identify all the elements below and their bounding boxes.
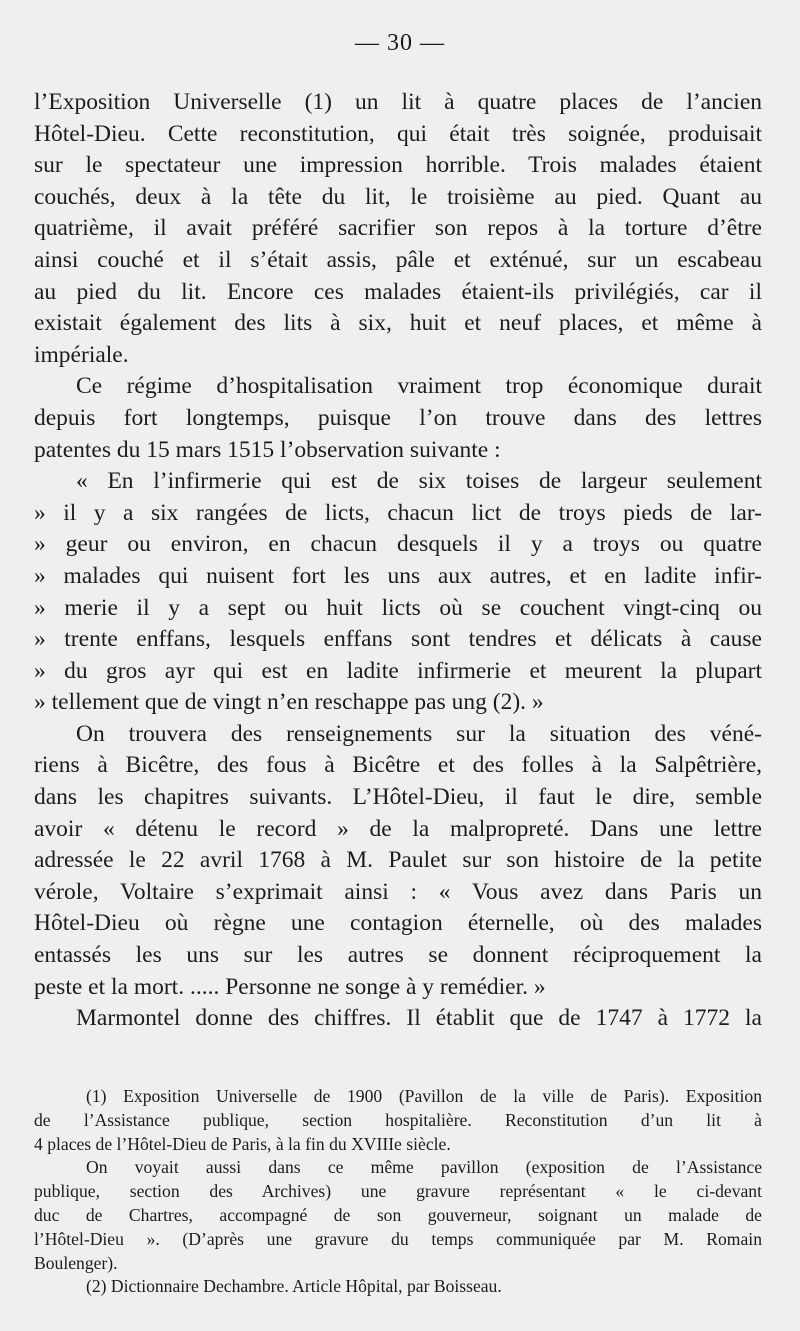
body-line: existait également des lits à six, huit et neuf places, et même à bbox=[34, 310, 762, 337]
body-line: Ce régime d’hospitalisation vraiment trop économique durait bbox=[76, 373, 762, 400]
body-line: Marmontel donne des chiffres. Il établit que de 1747 à 1772 la bbox=[76, 1005, 762, 1032]
body-line: au pied du lit. Encore ces malades étaient-ils privilégiés, car il bbox=[34, 278, 762, 305]
footnote-line: duc de Chartres, accompagné de son gouverneur, soignant un malade de bbox=[34, 1204, 762, 1225]
footnote-line: On voyait aussi dans ce même pavillon (exposition de l’Assistance bbox=[86, 1157, 762, 1178]
footnotes bbox=[34, 1085, 762, 1299]
body-line: quatrième, il avait préféré sacrifier son repos à la torture d’être bbox=[34, 215, 762, 242]
body-line: vérole, Voltaire s’exprimait ainsi : « Vous avez dans Paris un bbox=[34, 878, 762, 905]
quote-line: » geur ou environ, en chacun desquels il y a troys ou quatre bbox=[34, 531, 762, 558]
footnote-line: publique, section des Archives) une gravure représentant « le ci-devant bbox=[34, 1181, 762, 1202]
body-line: riens à Bicêtre, des fous à Bicêtre et des folles à la Salpêtrière, bbox=[34, 752, 762, 779]
body-line: dans les chapitres suivants. L’Hôtel-Dieu, il faut le dire, semble bbox=[34, 784, 762, 811]
body-line: impériale. bbox=[34, 341, 129, 368]
page-number: — 30 — bbox=[355, 30, 445, 56]
quote-line: » trente enffans, lesquels enffans sont tendres et délicats à cause bbox=[34, 626, 762, 653]
footnote-line: Boulenger). bbox=[34, 1252, 118, 1273]
footnote-line: l’Hôtel-Dieu ». (D’après une gravure du temps communiquée par M. Romain bbox=[34, 1228, 762, 1249]
body-line: l’Exposition Universelle (1) un lit à quatre places de l’ancien bbox=[34, 89, 762, 115]
body-line: avoir « détenu le record » de la malpropreté. Dans une lettre bbox=[34, 815, 762, 842]
footnote-line: 4 places de l’Hôtel-Dieu de Paris, à la fin du XVIIIe siècle. bbox=[34, 1133, 451, 1154]
body-line: On trouvera des renseignements sur la situation des véné- bbox=[76, 720, 762, 747]
body-line: patentes du 15 mars 1515 l’observation suivante : bbox=[34, 436, 501, 463]
body-line: entassés les uns sur les autres se donnent réciproquement la bbox=[34, 942, 762, 969]
body-line: peste et la mort. ..... Personne ne songe à y remédier. » bbox=[34, 973, 546, 1000]
quote-line: « En l’infirmerie qui est de six toises de largeur seulement bbox=[76, 468, 762, 495]
quote-line: » malades qui nuisent fort les uns aux autres, et en ladite infir- bbox=[34, 562, 762, 589]
quote-line: » il y a six rangées de licts, chacun lict de troys pieds de lar- bbox=[34, 499, 762, 526]
body-line: depuis fort longtemps, puisque l’on trouve dans des lettres bbox=[34, 404, 762, 431]
quote-line: » du gros ayr qui est en ladite infirmerie et meurent la plupart bbox=[34, 657, 762, 684]
quote-line: » tellement que de vingt n’en reschappe pas ung (2). » bbox=[34, 689, 544, 716]
body-line: adressée le 22 avril 1768 à M. Paulet sur son histoire de la petite bbox=[34, 847, 762, 874]
quote-line: » merie il y a sept ou huit licts où se couchent vingt-cinq ou bbox=[34, 594, 762, 621]
footnote-line: de l’Assistance publique, section hospitalière. Reconstitution d’un lit à bbox=[34, 1109, 762, 1130]
body-line: sur le spectateur une impression horrible. Trois malades étaient bbox=[34, 152, 762, 179]
body-line: Hôtel-Dieu où règne une contagion éternelle, où des malades bbox=[34, 910, 762, 937]
body-line: Hôtel-Dieu. Cette reconstitution, qui était très soignée, produisait bbox=[34, 120, 762, 147]
body-line: ainsi couché et il s’était assis, pâle et exténué, sur un escabeau bbox=[34, 246, 762, 273]
body-text bbox=[34, 87, 762, 1035]
footnote-line: (2) Dictionnaire Dechambre. Article Hôpital, par Boisseau. bbox=[86, 1276, 502, 1297]
body-line: couchés, deux à la tête du lit, le troisième au pied. Quant au bbox=[34, 183, 762, 210]
footnote-line: (1) Exposition Universelle de 1900 (Pavillon de la ville de Paris). Exposition bbox=[86, 1086, 762, 1106]
